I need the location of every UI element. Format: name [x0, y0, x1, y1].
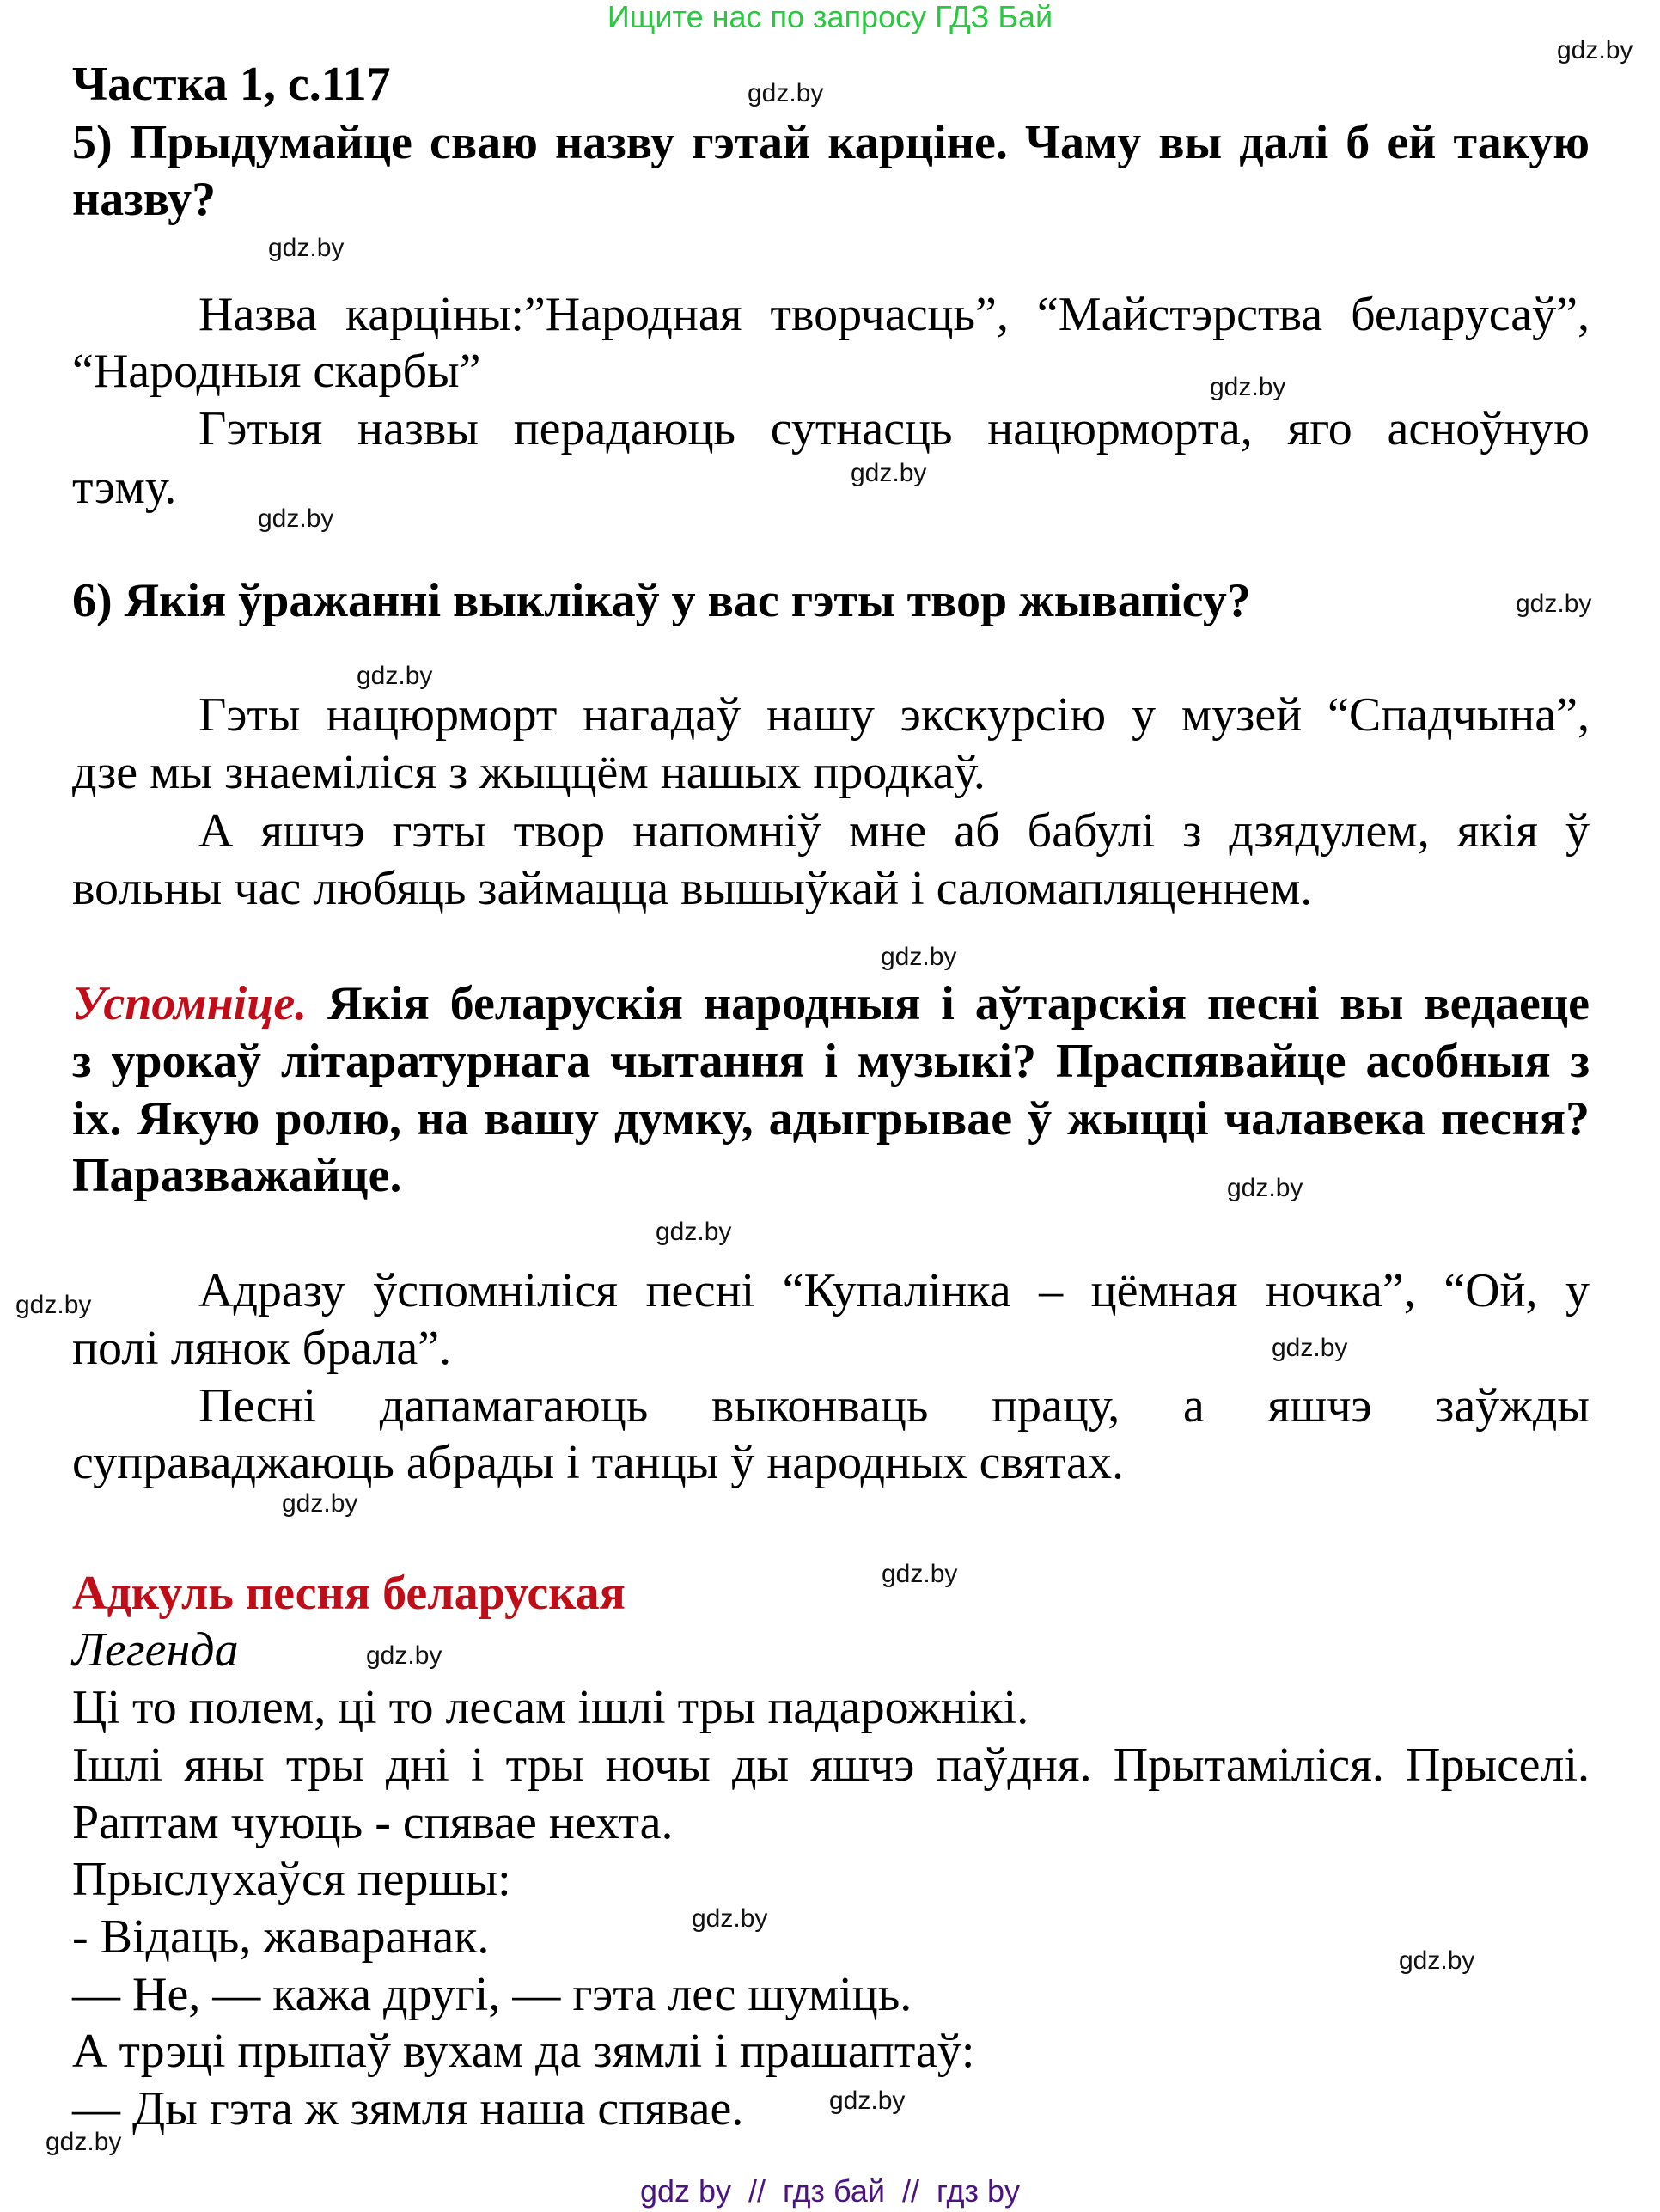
legend-line-5: - Відаць, жаваранак.	[72, 1910, 490, 1964]
legend-line-7: А трэці прыпаў вухам да зямлі і прашаптаў:	[72, 2025, 975, 2078]
watermark: gdz.by	[1557, 36, 1633, 64]
answer-6-p2-line-1: А яшчэ гэты твор напомніў мне аб бабулі з дзядулем, якія ў	[198, 804, 1590, 858]
recall-line-1	[72, 976, 1590, 1031]
recall-answer-p2-line-2: суправаджаюць абрады і танцы ў народных святах.	[72, 1436, 1124, 1489]
watermark: gdz.by	[851, 459, 927, 487]
answer-5-p1-line-1: Назва карціны:”Народная творчасць”, “Майстэрства беларусаў”,	[198, 288, 1590, 341]
recall-line-3: іх. Якую ролю, на вашу думку, адыгрывае ў жыцці чалавека песня?	[72, 1092, 1590, 1146]
legend-heading: Адкуль песня беларуская	[72, 1567, 626, 1620]
recall-line-4: Паразважайце.	[72, 1149, 402, 1202]
answer-6-p1-line-1: Гэты нацюрморт нагадаў нашу экскурсію у музей “Спадчына”,	[198, 688, 1590, 742]
page-title: Частка 1, с.117	[72, 58, 391, 111]
search-hint-banner: Ищите нас по запросу ГДЗ Бай	[607, 0, 1053, 34]
question-5-line-2: назву?	[72, 173, 217, 226]
watermark: gdz.by	[1227, 1174, 1303, 1202]
legend-line-3: Раптам чуюць - спявае нехта.	[72, 1796, 674, 1849]
legend-line-8: — Ды гэта ж зямля наша спявае.	[72, 2082, 744, 2136]
watermark: gdz.by	[357, 662, 433, 690]
legend-line-2: Ішлі яны тры дні і тры ночы ды яшчэ паўдня. Прытаміліся. Прыселі.	[72, 1738, 1590, 1792]
watermark: gdz.by	[881, 943, 957, 971]
answer-5-p1-line-2: “Народныя скарбы”	[72, 345, 481, 398]
watermark: gdz.by	[748, 79, 824, 107]
watermark: gdz.by	[1516, 590, 1592, 618]
recall-answer-p1-line-2: полі лянок брала”.	[72, 1322, 452, 1375]
recall-label: Успомніце.	[72, 977, 308, 1030]
recall-answer-p1-line-1: Адразу ўспомніліся песні “Купалінка – цёмная ночка”, “Ой, у	[198, 1264, 1590, 1317]
watermark: gdz.by	[15, 1291, 92, 1319]
watermark: gdz.by	[1210, 373, 1286, 401]
recall-answer-p2-line-1: Песні дапамагаюць выконваць працу, а яшчэ заўжды	[198, 1379, 1590, 1433]
answer-6-p1-line-2: дзе мы знаеміліся з жыццём нашых продкаў.	[72, 746, 986, 799]
watermark: gdz.by	[46, 2128, 122, 2156]
watermark: gdz.by	[1399, 1946, 1475, 1975]
question-5-line-1: 5) Прыдумайце сваю назву гэтай карціне. Чаму вы далі б ей такую	[72, 116, 1590, 169]
watermark: gdz.by	[258, 504, 334, 533]
legend-line-4: Прыслухаўся першы:	[72, 1853, 511, 1906]
watermark: gdz.by	[692, 1904, 768, 1933]
answer-5-p2-line-2: тэму.	[72, 461, 177, 514]
watermark: gdz.by	[268, 234, 345, 262]
footer-links: gdz by // гдз бай // гдз by	[639, 2173, 1021, 2209]
watermark: gdz.by	[366, 1641, 442, 1670]
watermark: gdz.by	[882, 1560, 958, 1588]
question-6: 6) Якія ўражанні выклікаў у вас гэты твор жывапісу?	[72, 574, 1251, 627]
answer-5-p2-line-1: Гэтыя назвы перадаюць сутнасць нацюрморта, яго асноўную	[198, 402, 1590, 455]
watermark: gdz.by	[829, 2087, 906, 2115]
recall-line-1-text: Якія беларускія народныя і аўтарскія песні вы ведаеце	[327, 977, 1590, 1030]
answer-6-p2-line-2: вольны час любяць займацца вышыўкай і саломапляценнем.	[72, 862, 1313, 915]
legend-line-1: Ці то полем, ці то лесам ішлі тры падарожнікі.	[72, 1681, 1029, 1734]
watermark: gdz.by	[656, 1218, 732, 1246]
legend-subtitle: Легенда	[72, 1623, 239, 1677]
watermark: gdz.by	[1272, 1334, 1348, 1362]
recall-line-2: з урокаў літаратурнага чытання і музыкі? Праспявайце асобныя з	[72, 1035, 1590, 1088]
legend-line-6: — Не, — кажа другі, — гэта лес шуміць.	[72, 1968, 912, 2021]
watermark: gdz.by	[282, 1489, 358, 1518]
